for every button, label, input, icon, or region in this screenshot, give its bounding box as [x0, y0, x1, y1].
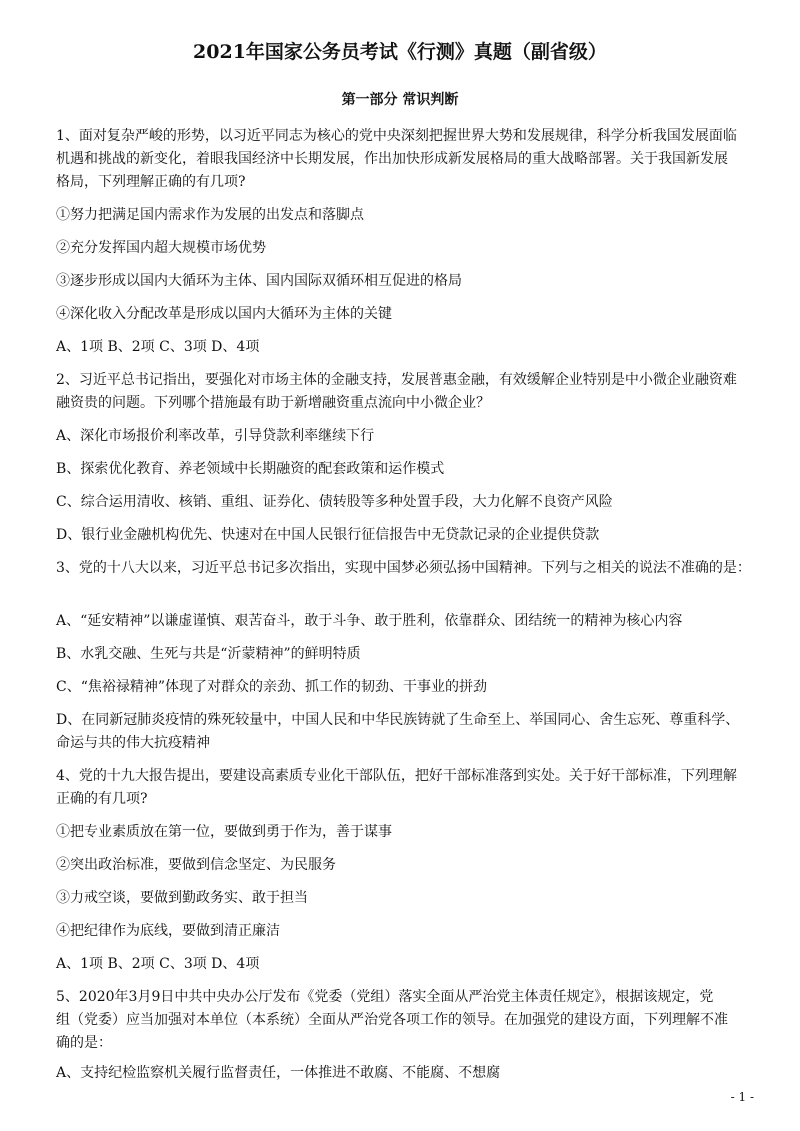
- option-line: ③逐步形成以国内大循环为主体、国内国际双循环相互促进的格局: [56, 273, 462, 289]
- option-line: ①把专业素质放在第一位，要做到勇于作为，善于谋事: [56, 824, 392, 840]
- answer-choices: A、1项 B、2项 C、3项 D、4项: [56, 339, 260, 355]
- option-line: ②突出政治标准，要做到信念坚定、为民服务: [56, 857, 336, 873]
- option-line: B、水乳交融、生死与共是“沂蒙精神”的鲜明特质: [56, 646, 361, 662]
- option-line: C、综合运用清收、核销、重组、证券化、债转股等多种处置手段，大力化解不良资产风险: [56, 494, 613, 510]
- option-line: A、深化市场报价利率改革，引导贷款利率继续下行: [56, 428, 375, 444]
- text-line: 机遇和挑战的新变化，着眼我国经济中长期发展，作出加快形成新发展格局的重大战略部署。关于我国新发展: [56, 151, 728, 167]
- text-line: 融资贵的问题。下列哪个措施最有助于新增融资重点流向中小微企业？: [56, 395, 490, 411]
- text-line: 组（党委）应当加强对本单位（本系统）全面从严治党各项工作的领导。在加强党的建设方面，下列理解不准: [56, 1012, 728, 1028]
- text-line: 3、党的十八大以来，习近平总书记多次指出，实现中国梦必须弘扬中国精神。下列与之相关的说法不准确的是：: [56, 560, 751, 576]
- option-line: ④深化收入分配改革是形成以国内大循环为主体的关键: [56, 306, 392, 322]
- text-line: 1、面对复杂严峻的形势，以习近平同志为核心的党中央深刻把握世界大势和发展规律，科学分析我国发展面临: [56, 128, 737, 144]
- answer-choices: A、1项 B、2项 C、3项 D、4项: [56, 956, 260, 972]
- page-number: - 1 -: [730, 1090, 754, 1104]
- option-line: ②充分发挥国内超大规模市场优势: [56, 240, 266, 256]
- document-title: 2021年国家公务员考试《行测》真题（副省级）: [193, 41, 607, 63]
- option-line: C、“焦裕禄精神”体现了对群众的亲劲、抓工作的韧劲、干事业的拼劲: [56, 679, 488, 695]
- option-line: ④把纪律作为底线，要做到清正廉洁: [56, 923, 280, 939]
- text-line: 格局，下列理解正确的有几项?: [56, 174, 246, 190]
- text-line: 4、党的十九大报告提出，要建设高素质专业化干部队伍，把好干部标准落到实处。关于好干部标准，下列理解: [56, 768, 737, 784]
- option-line: A、支持纪检监察机关履行监督责任，一体推进不敢腐、不能腐、不想腐: [56, 1065, 501, 1081]
- text-line: 2、习近平总书记指出，要强化对市场主体的金融支持，发展普惠金融，有效缓解企业特别是中小微企业融资难: [56, 372, 737, 388]
- option-line: ③力戒空谈，要做到勤政务实、敢于担当: [56, 890, 308, 906]
- option-line: D、银行业金融机构优先、快速对在中国人民银行征信报告中无贷款记录的企业提供贷款: [56, 527, 600, 543]
- text-line: 正确的有几项?: [56, 791, 148, 807]
- option-line: B、探索优化教育、养老领域中长期融资的配套政策和运作模式: [56, 461, 445, 477]
- text-line: 确的是：: [56, 1035, 112, 1051]
- text-line: 5、2020年3月9日中共中央办公厅发布《党委（党组）落实全面从严治党主体责任规定》，根据该规定，党: [56, 989, 714, 1005]
- option-line: A、“延安精神”以谦虚谨慎、艰苦奋斗，敢于斗争、敢于胜利，依靠群众、团结统一的精神为核心内容: [56, 613, 683, 629]
- option-line: ①努力把满足国内需求作为发展的出发点和落脚点: [56, 207, 364, 223]
- option-line: D、在同新冠肺炎疫情的殊死较量中，中国人民和中华民族铸就了生命至上、举国同心、舍生忘死、尊重科学、: [56, 712, 740, 728]
- option-line: 命运与共的伟大抗疫精神: [56, 735, 210, 751]
- section-heading: 第一部分 常识判断: [341, 92, 459, 108]
